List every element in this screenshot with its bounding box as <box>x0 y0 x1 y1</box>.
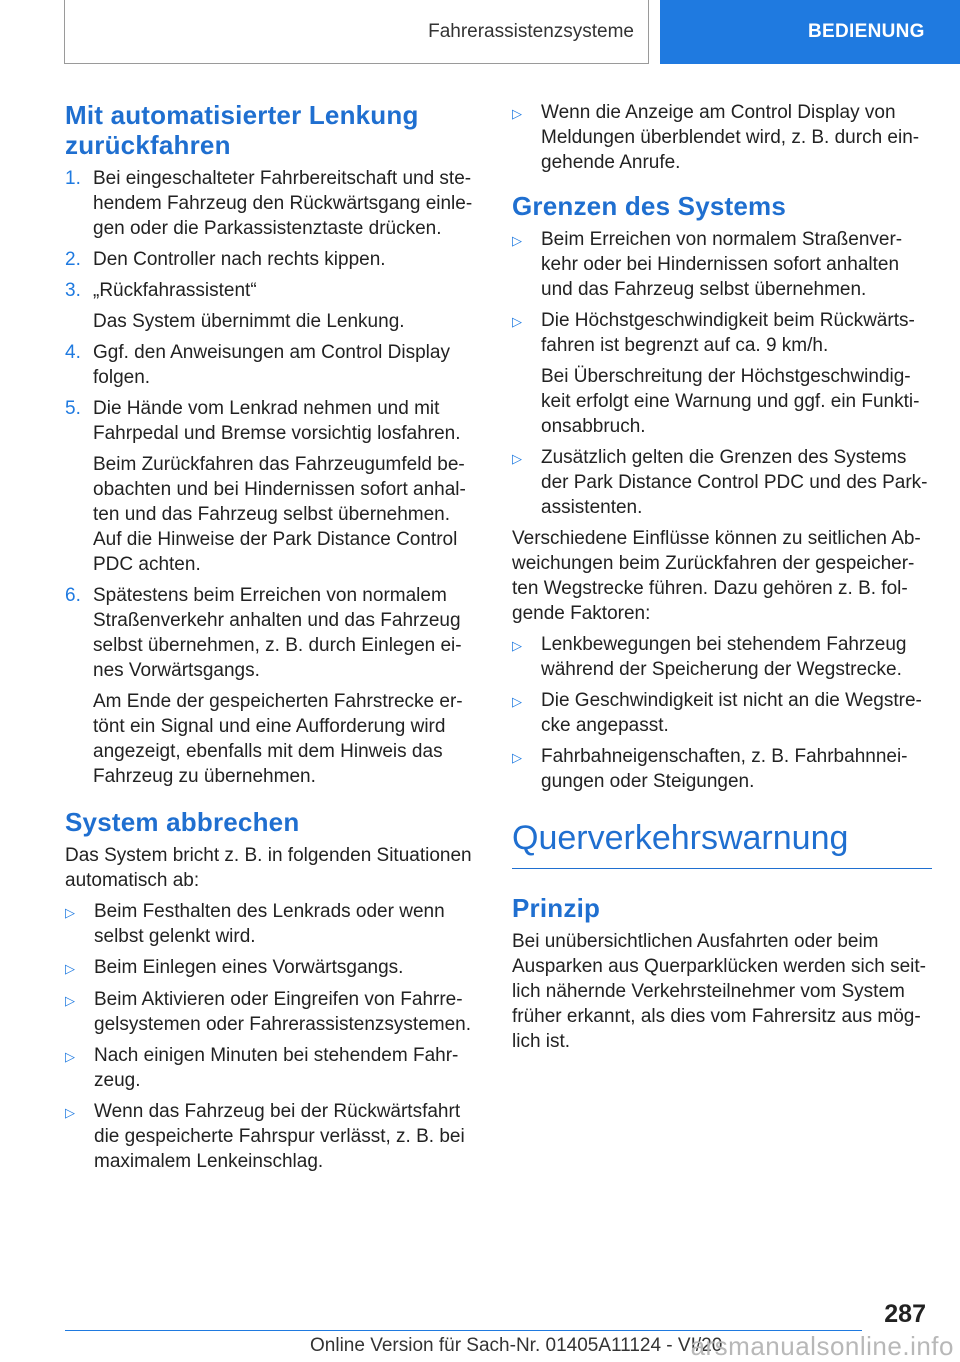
bullet-text: Wenn das Fahrzeug bei der Rückwärtsfahrt die gespeicherte Fahrspur verlässt, z. B. bei maximalem Lenkeinschlag. <box>94 1101 465 1172</box>
step-text: Ggf. den Anweisungen am Control Display folgen. <box>93 342 450 388</box>
triangle-right-outline-icon: ▷ <box>512 451 522 466</box>
bullet-text: Die Geschwindigkeit ist nicht an die Wegstre-cke angepasst. <box>541 690 922 736</box>
step-text: Bei eingeschalteter Fahrbereitschaft und ste-hendem Fahrzeug den Rückwärtsgang einle-gen oder die Parkassistenztaste drücken. <box>93 168 473 239</box>
step-number: 1. <box>65 168 81 189</box>
bullet-item <box>512 227 932 302</box>
header-section <box>64 0 649 64</box>
bullet-text: Beim Festhalten des Lenkrads oder wenn selbst gelenkt wird. <box>94 901 445 947</box>
bullet-item <box>65 1043 480 1093</box>
bullet-text: Nach einigen Minuten bei stehendem Fahr-zeug. <box>94 1045 459 1091</box>
bullet-item <box>512 445 932 520</box>
bullet-item <box>512 744 932 794</box>
triangle-right-outline-icon: ▷ <box>65 1105 75 1120</box>
header-chapter-title: BEDIENUNG <box>808 21 925 42</box>
step-continuation: Das System übernimmt die Lenkung. <box>93 311 405 332</box>
bullet-continuation: Bei Überschreitung der Höchstgeschwindig-keit erfolgt eine Warnung und ggf. ein Funkti-onsabbruch. <box>541 366 920 437</box>
bullet-item <box>512 100 932 175</box>
step-continuation: Am Ende der gespeicherten Fahrstrecke er-tönt ein Signal und eine Aufforderung wird angezeigt, ebenfalls mit dem Hinweis das Fahrzeug zu übernehmen. <box>93 691 463 787</box>
chapter-title-querverkehrswarnung: Querverkehrswarnung <box>512 818 932 869</box>
step-text: Den Controller nach rechts kippen. <box>93 249 386 270</box>
step-item <box>65 166 480 241</box>
triangle-right-outline-icon: ▷ <box>512 314 522 329</box>
bullet-item <box>65 955 480 981</box>
step-item <box>65 247 480 272</box>
bullet-text: Fahrbahneigenschaften, z. B. Fahrbahnnei-gungen oder Steigungen. <box>541 746 908 792</box>
triangle-right-outline-icon: ▷ <box>512 638 522 653</box>
triangle-right-outline-icon: ▷ <box>512 694 522 709</box>
section-title-abbrechen: System abbrechen <box>65 807 300 837</box>
section-title-prinzip: Prinzip <box>512 893 601 923</box>
step-item <box>65 278 480 334</box>
page-number: 287 <box>884 1300 926 1328</box>
triangle-right-outline-icon: ▷ <box>512 750 522 765</box>
bullet-text: Lenkbewegungen bei stehendem Fahrzeug während der Speicherung der Wegstrecke. <box>541 634 907 680</box>
bullet-text: Beim Aktivieren oder Eingreifen von Fahrre-gelsystemen oder Fahrerassistenzsystemen. <box>94 989 471 1035</box>
step-number: 6. <box>65 585 81 606</box>
bullet-item <box>65 899 480 949</box>
watermark: arsmanualsonline.info <box>690 1331 954 1361</box>
triangle-right-outline-icon: ▷ <box>65 961 75 976</box>
header-chapter <box>660 0 960 64</box>
step-text: „Rückfahrassistent“ <box>93 280 257 301</box>
triangle-right-outline-icon: ▷ <box>65 905 75 920</box>
step-number: 5. <box>65 398 81 419</box>
bullet-item <box>512 308 932 439</box>
bullet-text: Zusätzlich gelten die Grenzen des Systems der Park Distance Control PDC und des Park-assistenten. <box>541 447 928 518</box>
section-paragraph: Verschiedene Einflüsse können zu seitlichen Ab-weichungen beim Zurückfahren der gespeicher-ten Wegstrecke führen. Dazu gehören z. B. fol-gende Faktoren: <box>512 528 921 624</box>
bullet-item <box>65 1099 480 1174</box>
step-text: Die Hände vom Lenkrad nehmen und mit Fahrpedal und Bremse vorsichtig losfahren. <box>93 398 461 444</box>
step-item <box>65 340 480 390</box>
section-paragraph: Bei unübersichtlichen Ausfahrten oder beim Ausparken aus Querparklücken werden sich seit-lich nähernde Verkehrsteilnehmer vom System früher erkannt, als dies vom Fahrersitz aus mög-lich ist. <box>512 931 926 1052</box>
triangle-right-outline-icon: ▷ <box>65 993 75 1008</box>
bullet-item <box>65 987 480 1037</box>
step-number: 4. <box>65 342 81 363</box>
section-title-grenzen: Grenzen des Systems <box>512 191 787 221</box>
right-column <box>512 100 932 1060</box>
bullet-text: Beim Erreichen von normalem Straßenver-kehr oder bei Hindernissen sofort anhalten und das Fahrzeug selbst übernehmen. <box>541 229 903 300</box>
triangle-right-outline-icon: ▷ <box>512 233 522 248</box>
bullet-text: Beim Einlegen eines Vorwärtsgangs. <box>94 957 404 978</box>
bullet-item <box>512 632 932 682</box>
bullet-text: Die Höchstgeschwindigkeit beim Rückwärts-fahren ist begrenzt auf ca. 9 km/h. <box>541 310 915 356</box>
step-number: 2. <box>65 249 81 270</box>
step-item <box>65 583 480 789</box>
step-number: 3. <box>65 280 81 301</box>
section-intro: Das System bricht z. B. in folgenden Situationen automatisch ab: <box>65 845 472 891</box>
step-continuation: Beim Zurückfahren das Fahrzeugumfeld be-obachten und bei Hindernissen sofort anhal-ten und das Fahrzeug selbst übernehmen. Auf die Hinweise der Park Distance Control PDC achten. <box>93 454 466 575</box>
bullet-item <box>512 688 932 738</box>
step-text: Spätestens beim Erreichen von normalem Straßenverkehr anhalten und das Fahrzeug selbst übernehmen, z. B. durch Einlegen ei-nes Vorwärtsgangs. <box>93 585 462 681</box>
bullet-text: Wenn die Anzeige am Control Display von Meldungen überblendet wird, z. B. durch ein-gehende Anrufe. <box>541 102 920 173</box>
section-title-zurueckfahren: Mit automatisierter Lenkung zurückfahren <box>65 100 419 160</box>
footer-version-text: Online Version für Sach-Nr. 01405A11124 - VI/20 <box>310 1335 723 1356</box>
triangle-right-outline-icon: ▷ <box>512 106 522 121</box>
step-item <box>65 396 480 577</box>
header-section-title: Fahrerassistenzsysteme <box>428 20 634 42</box>
triangle-right-outline-icon: ▷ <box>65 1049 75 1064</box>
left-column <box>65 100 480 1180</box>
